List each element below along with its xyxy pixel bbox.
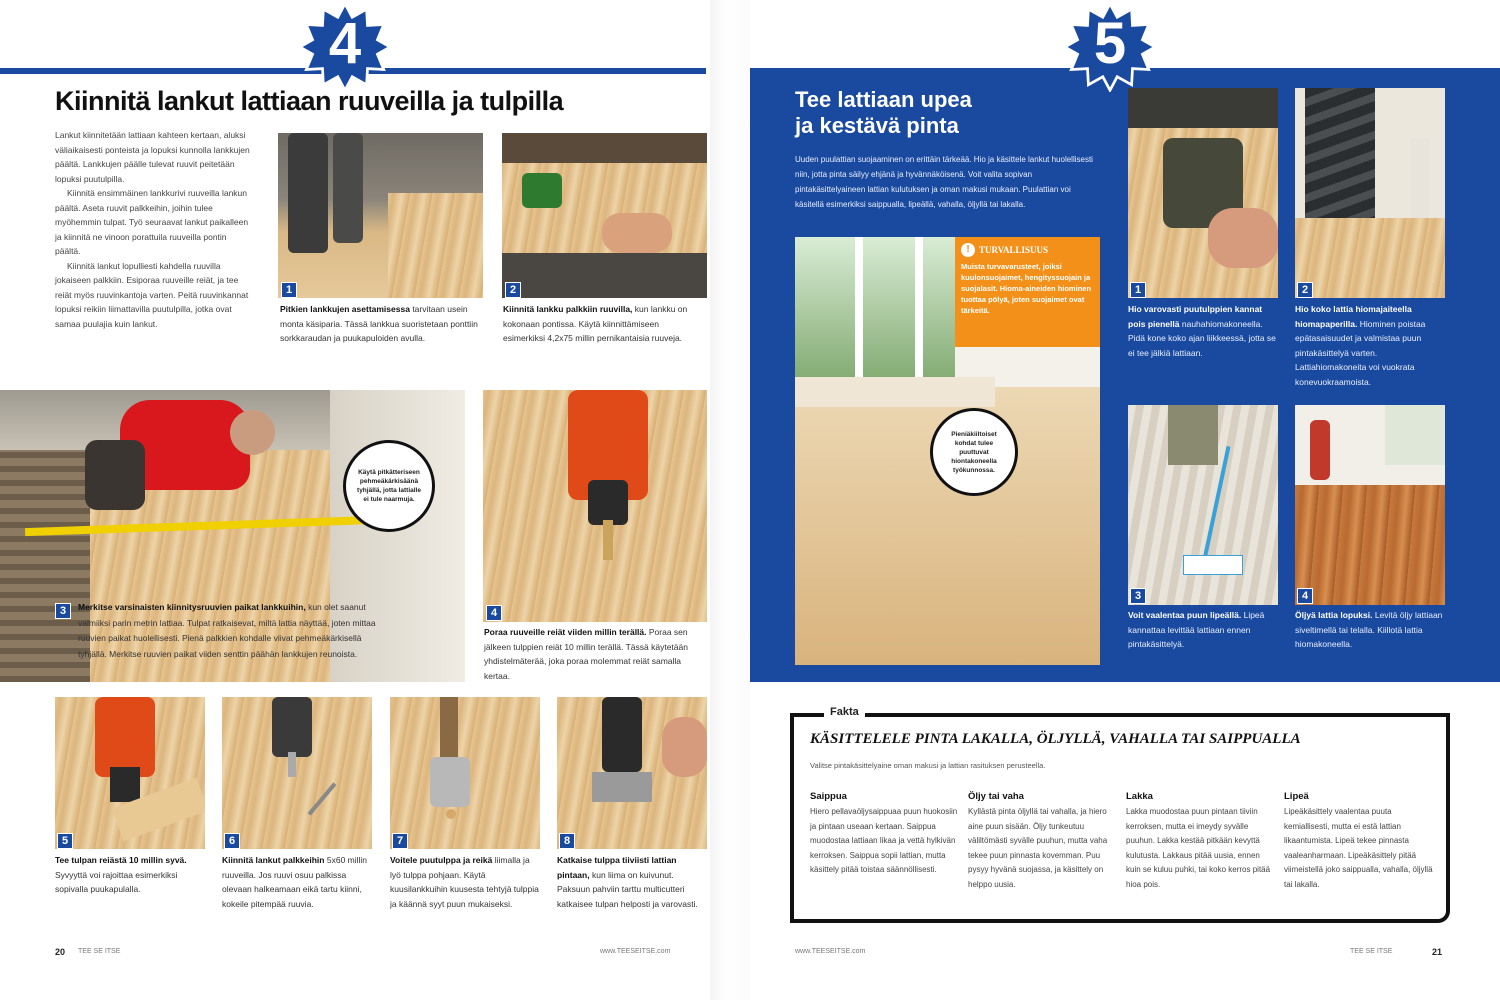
footer-brand: TEE SE ITSE bbox=[78, 948, 121, 955]
intro-text: Uuden puulattian suojaaminen on erittäin tärkeää. Hio ja käsittele lankut huolellisesti niin, jotta pinta säilyy ehjänä ja hyvännäköisenä. Voit valita sopivan pintakäsittelyaineen lattian kulutuksen ja oman makusi mukaan. Puulattian voi käsitellä esimerkiksi saippualla, lipeällä, vahalla, öljyllä tai lakalla. bbox=[795, 155, 1093, 209]
step-7-title: Voitele puutulppa ja reikä bbox=[390, 855, 493, 865]
step-1-title: Pitkien lankkujen asettamisessa bbox=[280, 304, 410, 314]
warning-icon: ! bbox=[961, 243, 975, 257]
step-badge-number: 4 bbox=[328, 11, 362, 76]
photo-step-8 bbox=[557, 697, 707, 849]
speech-bubble: Pieniäkiiltoiset kohdat tulee puuttuvat hiontakoneella työkunnossa. bbox=[930, 408, 1018, 496]
fakta-col-lipea-text: Lipeäkäsittely vaalentaa puuta kemiallisesti, mutta ei estä lattian likaantumista. Lipeä tekee pinnasta vaaleanharmaan. Lipeäkäsittely pitää viimeistellä joko saippualla, vahalla, öljyllä tai lakalla. bbox=[1284, 807, 1433, 889]
fakta-col-saippua-text: Hiero pellavaöljysaippuaa puun huokosiin ja pintaan useaan kertaan. Saippua muodostaa lattiaan likaa ja vettä hylkivän kerroksen. Saippua sopii lattian, mutta käsittely pitää toistaa säännöllisesti. bbox=[810, 807, 958, 874]
step-7-caption bbox=[390, 853, 540, 911]
step-5-title: Tee tulpan reiästä 10 millin syvä. bbox=[55, 855, 187, 865]
page-title-line1: Tee lattiaan upea bbox=[795, 87, 972, 112]
page-title: Kiinnitä lankut lattiaan ruuveilla ja tulpilla bbox=[55, 86, 564, 116]
safety-text: Muista turvavarusteet, joiksi kuulonsuojaimet, hengityssuojain ja suojalasit. Hioma-aineiden hiominen tuottaa pölyä, joten suojaimet ovat tärkeitä. bbox=[961, 262, 1092, 315]
photo-step-1 bbox=[1128, 88, 1278, 298]
step-badge-star bbox=[1065, 2, 1155, 92]
step-4-text: Levitä öljy lattiaan siveltimellä tai telalla. Kiillotä lattia hiomakoneella. bbox=[1295, 610, 1443, 649]
step-6-text: 5x60 millin ruuveilla. Jos ruuvi osuu palkissa olevaan halkeamaan eikä tartu kiinni, kokeile pitempää ruuvia. bbox=[222, 855, 368, 909]
fakta-col-oljy-heading: Öljy tai vaha bbox=[968, 791, 1024, 802]
footer-url: www.TEESEITSE.com bbox=[795, 948, 866, 955]
step-5-number: 5 bbox=[57, 833, 73, 849]
step-7-text: liimalla ja lyö tulppa pohjaan. Käytä kuusilankkuihin kuusesta tehtyjä tulppia ja käännä syyt puun mukaiseksi. bbox=[390, 855, 539, 909]
page-title-line2: ja kestävä pinta bbox=[795, 113, 959, 138]
intro-paragraph: Lankut kiinnitetään lattiaan kahteen kertaan, aluksi väliaikaisesti ponteista ja lopuksi kunnolla lankkujen päältä. Lankkujen päälle tulevat ruuvit peitetään lopuksi puutulpilla. bbox=[55, 130, 250, 184]
spine bbox=[710, 0, 750, 1000]
page-number: 20 bbox=[55, 947, 66, 957]
step-2-number: 2 bbox=[1297, 282, 1313, 298]
step-4-number: 4 bbox=[1297, 588, 1313, 604]
step-6-caption bbox=[222, 853, 372, 911]
photo-step-6 bbox=[222, 697, 372, 849]
step-1-text: tarvitaan usein monta käsiparia. Tässä lankkua suoristetaan ponttiin sorkkaraudan ja puukapuloiden avulla. bbox=[280, 304, 478, 343]
fakta-col-lakka-text: Lakka muodostaa puun pintaan tiiviin kerroksen, mutta ei imeydy syvälle puuhun. Lakka kestää pitkään kevyttä kulutusta. Lakkaus pitää uusia, ennen kuin se kuluu puhki, tai koko kerros pitää hioa pois. bbox=[1126, 807, 1271, 889]
photo-step-5 bbox=[55, 697, 205, 849]
step-1-text: nauhahiomakoneella. Pidä kone koko ajan liikkeessä, jotta se ei tee jälkiä lattiaan. bbox=[1128, 318, 1276, 358]
intro-paragraph: Kiinnitä ensimmäinen lankkurivi ruuveilla lankun päältä. Aseta ruuvit palkkeihin, joihin tulee myöhemmin tulpat. Työ seuraavat lankut paikalleen ja kiinnitä ne vinoon porattuila ruuveilla pontin päältä. bbox=[55, 188, 249, 256]
step-8-title: Katkaise tulppa tiiviisti lattian pintaan, bbox=[557, 855, 677, 880]
step-badge-number: 5 bbox=[1093, 11, 1127, 76]
step-2-text: kun lankku on kokonaan pontissa. Käytä kiinnittämiseen esimerkiksi 4,2x75 millin pernikantaisia ruuveja. bbox=[503, 304, 688, 343]
fakta-subtitle: Valitse pintakäsittelyaine oman makusi ja lattian rasituksen perusteella. bbox=[810, 761, 1046, 770]
step-1-number: 1 bbox=[1130, 282, 1146, 298]
safety-header bbox=[961, 243, 1094, 257]
photo-step-2 bbox=[1295, 88, 1445, 298]
fakta-box bbox=[790, 706, 1450, 923]
fakta-tab: Fakta bbox=[824, 706, 865, 718]
fakta-col-lakka-heading: Lakka bbox=[1126, 791, 1153, 802]
fakta-col-lipea-heading: Lipeä bbox=[1284, 791, 1309, 802]
step-1-caption bbox=[1128, 302, 1278, 360]
step-2-title: Kiinnitä lankku palkkiin ruuvilla, bbox=[503, 304, 633, 314]
step-1-caption bbox=[280, 302, 480, 346]
fakta-title: KÄSITTELELE PINTA LAKALLA, ÖLJYLLÄ, VAHALLA TAI SAIPPUALLA bbox=[810, 731, 1301, 747]
intro-paragraph: Kiinnitä lankut lopulliesti kahdella ruuvilla jokaiseen palkkiin. Esiporaa ruuveille reiät, ja tee reiät myös ruuvinkantoja varten. Peitä ruuvinkannat lopuksi reikiin liimattavilla puutulpilla, jotka ovat samaa puulajia kuin lankut. bbox=[55, 260, 249, 329]
step-4-caption bbox=[1295, 608, 1445, 652]
step-2-number: 2 bbox=[505, 282, 521, 298]
step-4-number: 4 bbox=[486, 605, 502, 621]
photo-step-2 bbox=[502, 133, 707, 298]
step-4-title: Poraa ruuveille reiät viiden millin terällä. bbox=[484, 627, 647, 637]
footer-brand: TEE SE ITSE bbox=[1350, 948, 1393, 955]
photo-step-4 bbox=[483, 390, 707, 622]
step-8-caption bbox=[557, 853, 707, 911]
step-2-title: Hio koko lattia hiomajaiteella hiomapaperilla. bbox=[1295, 304, 1412, 329]
step-1-number: 1 bbox=[281, 282, 297, 298]
step-8-text: kun liima on kuivunut. Paksuun pahviin tarttu multicutteri katkaisee tulpan helposti ja varovasti. bbox=[557, 869, 698, 909]
step-6-title: Kiinnitä lankut palkkeihin bbox=[222, 855, 325, 865]
step-2-caption bbox=[503, 302, 703, 346]
step-4-caption bbox=[484, 625, 706, 683]
step-3-title: Merkitse varsinaisten kiinnitysruuvien paikat lankkuihin, bbox=[78, 602, 306, 612]
step-7-number: 7 bbox=[392, 833, 408, 849]
photo-step-3 bbox=[1128, 405, 1278, 605]
fakta-col-oljy-text: Kyllästä pinta öljyllä tai vahalla, ja hiero aine puun sisään. Öljy tunkeutuu väliltömästi syvälle puuhun, mutta vaha tekee puun pinnasta kovemman. Puu pysyy hyvänä suojassa, ja käsittely on helppo uusia. bbox=[968, 807, 1108, 889]
photo-step-4 bbox=[1295, 405, 1445, 605]
step-3-text: kun olet saanut valmiiksi parin metrin lattiaa. Tulpat ratkaisevat, miltä lattia näyttää, joten mittaa ruuvien paikat huolellisesti. Pienä palkkien kohdalle viivat pehmeäkärkisellä tyhjällä. Merkitse ruuvien paikat viiden senttin päähän lankkujen reunoista. bbox=[78, 602, 376, 659]
step-4-title: Öljyä lattia lopuksi. bbox=[1295, 610, 1373, 620]
step-3-number: 3 bbox=[1130, 588, 1146, 604]
step-5-caption bbox=[55, 853, 205, 897]
step-2-text: Hiominen poistaa epätasaisuudet ja valmistaa puun pintakäsittelyä varten. Lattiahiomakoneita voi vuokrata konevuokraamoista. bbox=[1295, 318, 1426, 387]
step-4-text: Poraa sen jälkeen tulppien reiät 10 millin terällä. Tässä käytetään yhdistelmäterää, joka poraa molemmat reiät samalla kertaa. bbox=[484, 627, 688, 681]
safety-box bbox=[955, 237, 1100, 347]
step-3-caption bbox=[1128, 608, 1278, 652]
step-5-text: Syvyyttä voi rajoittaa esimerkiksi sopivalla puukapulalla. bbox=[55, 869, 178, 894]
step-3-number: 3 bbox=[55, 603, 71, 619]
footer-url: www.TEESEITSE.com bbox=[600, 948, 671, 955]
page-number: 21 bbox=[1432, 947, 1443, 957]
step-3-title: Voit vaalentaa puun lipeällä. bbox=[1128, 610, 1242, 620]
left-page bbox=[0, 0, 710, 1000]
step-2-caption bbox=[1295, 302, 1447, 389]
photo-step-7 bbox=[390, 697, 540, 849]
step-1-title: Hio varovasti puutulppien kannat pois pienellä bbox=[1128, 304, 1263, 329]
photo-step-1 bbox=[278, 133, 483, 298]
fakta-col-saippua-heading: Saippua bbox=[810, 791, 847, 802]
right-page bbox=[750, 0, 1500, 1000]
step-3-caption bbox=[78, 600, 378, 662]
step-6-number: 6 bbox=[224, 833, 240, 849]
intro-text bbox=[55, 128, 250, 331]
safety-label: TURVALLISUUS bbox=[979, 245, 1049, 255]
step-8-number: 8 bbox=[559, 833, 575, 849]
step-3-text: Lipeä kannattaa levittää lattiaan ennen pintakäsittelyä. bbox=[1128, 610, 1265, 649]
step-badge-star bbox=[300, 2, 390, 92]
speech-bubble: Käytä pitkätteriseen pehmeäkärkisäänä tyhjällä, jotta lattialle ei tule naarmuja. bbox=[343, 440, 435, 532]
